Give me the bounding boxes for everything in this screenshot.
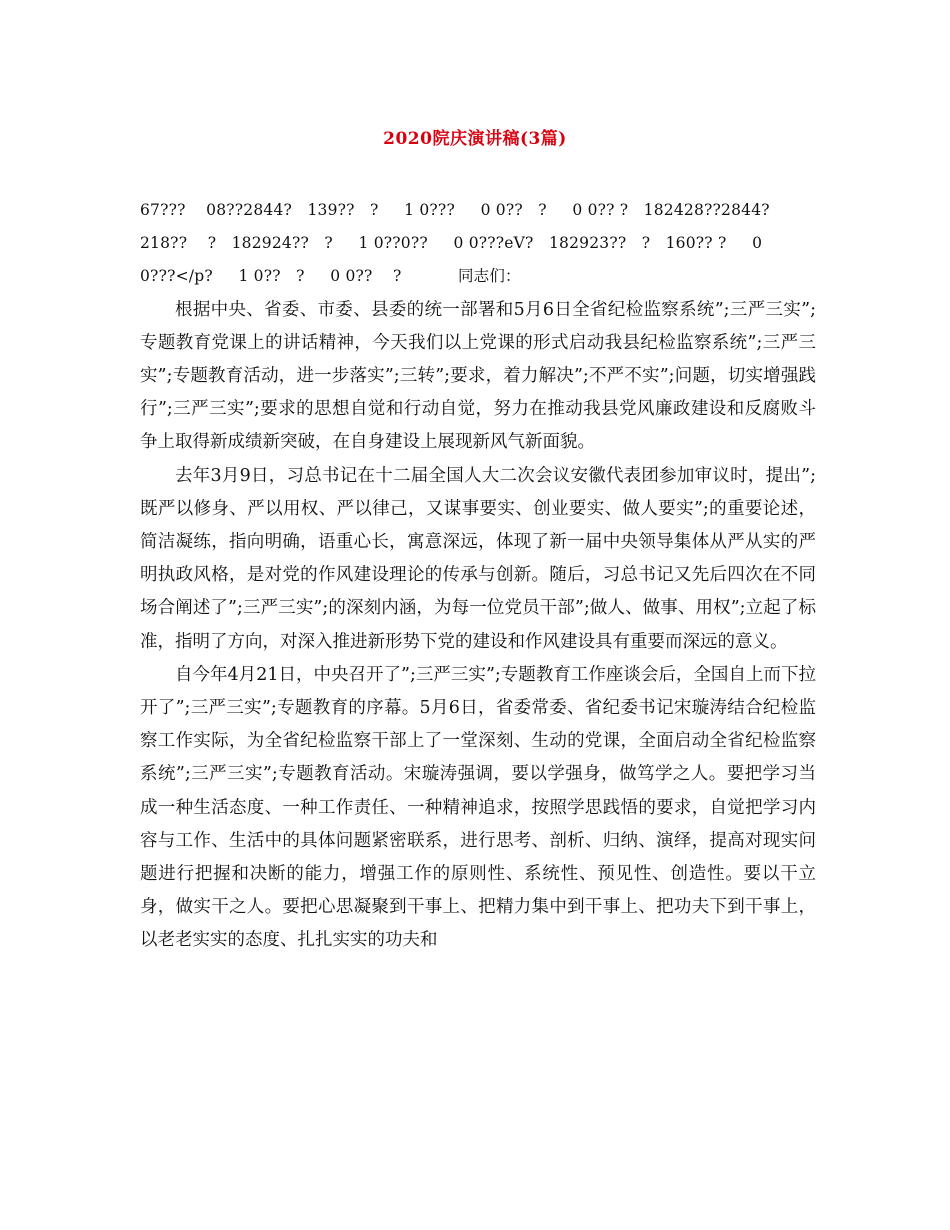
- paragraph-2: 去年3月9日，习总书记在十二届全国人大二次会议安徽代表团参加审议时，提出”;既严以修身、严以用权、严以律己，又谋事要实、创业要实、做人要实”;的重要论述，简洁凝练，指向明确，语重心长，寓意深远，体现了新一届中央领导集体从严从实的严明执政风格，是对党的作风建设理论的传承与创新。随后，习总书记又先后四次在不同场合阐述了”;三严三实”;的深刻内涵，为每一位党员干部”;做人、做事、用权”;立起了标准，指明了方向，对深入推进新形势下党的建设和作风建设具有重要而深远的意义。: [140, 465, 816, 652]
- paragraph-1: 根据中央、省委、市委、县委的统一部署和5月6日全省纪检监察系统”;三严三实”;专题教育党课上的讲话精神，今天我们以上党课的形式启动我县纪检监察系统”;三严三实”;专题教育活动，进一步落实”;三转”;要求，着力解决”;不严不实”;问题，切实增强践行”;三严三实”;要求的思想自觉和行动自觉，努力在推动我县党风廉政建设和反腐败斗争上取得新成绩新突破，在自身建设上展现新风气新面貌。: [140, 299, 816, 453]
- garbled-header-text: 67??? 08??2844? 139?? ? 1 0??? 0 0?? ? 0 0?? ? 182428??2844? 218?? ? 182924?? ? 1 0??0?? 0 0???eV? 182923?? ? 160?? ? 0 0???</p? 1 0?? ? 0 0?? ? 同志们：: [140, 201, 770, 286]
- paragraph-3: 自今年4月21日，中央召开了”;三严三实”;专题教育工作座谈会后，全国自上而下拉开了”;三严三实”;专题教育的序幕。5月6日，省委常委、省纪委书记宋璇涛结合纪检监察工作实际，为全省纪检监察干部上了一堂深刻、生动的党课，全面启动全省纪检监察系统”;三严三实”;专题教育活动。宋璇涛强调，要以学强身，做笃学之人。要把学习当成一种生活态度、一种工作责任、一种精神追求，按照学思践悟的要求，自觉把学习内容与工作、生活中的具体问题紧密联系，进行思考、剖析、归纳、演绎，提高对现实问题进行把握和决断的能力，增强工作的原则性、系统性、预见性、创造性。要以干立身，做实干之人。要把心思凝聚到干事上、把精力集中到干事上、把功夫下到干事上，以老老实实的态度、扎扎实实的功夫和: [140, 664, 816, 951]
- document-body: [140, 194, 816, 958]
- document-title: 2020院庆演讲稿(3篇): [383, 129, 567, 149]
